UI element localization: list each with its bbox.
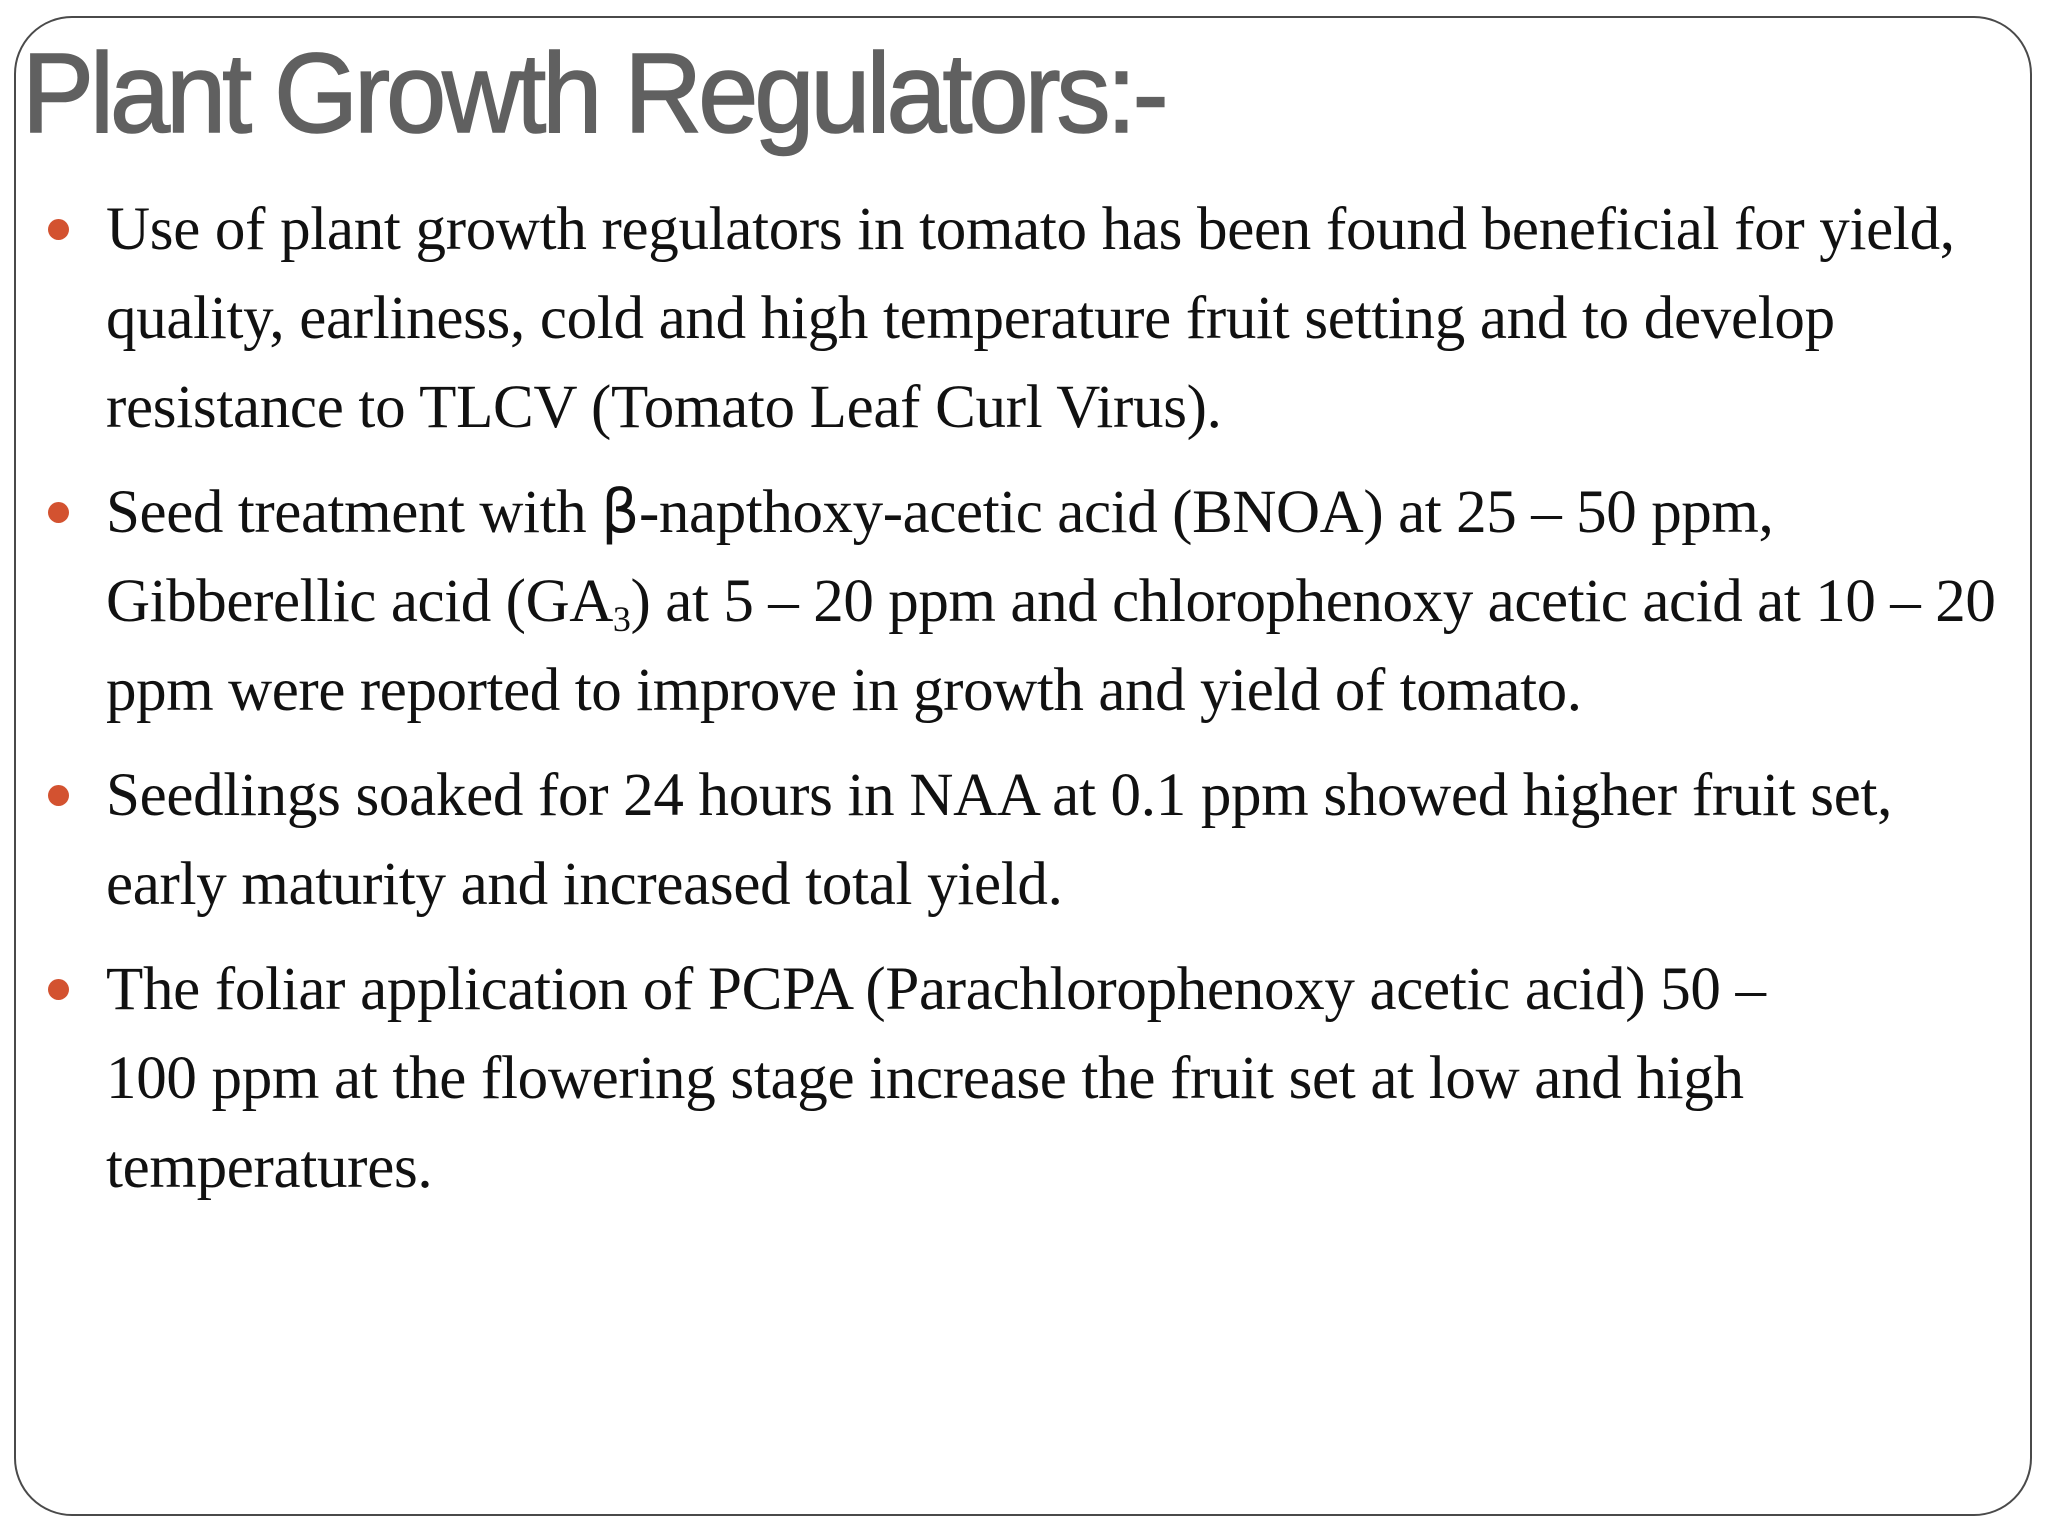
- bullet-item-3: [44, 751, 2004, 929]
- bullet-text-4-line1: The foliar application of PCPA (Parachlorophenoxy acetic acid) 50 –: [106, 956, 1766, 1023]
- bullet-text-1: Use of plant growth regulators in tomato has been found beneficial for yield, quality, earliness, cold and high temperature fruit setting and to develop resistance to TLCV (Tomato Leaf Curl Virus).: [106, 196, 1955, 441]
- bullet-item-4: [44, 945, 2004, 1212]
- bullet-text-4-line2: 100 ppm at the flowering stage increase the fruit set at low and high temperatures.: [106, 1045, 1744, 1201]
- bullet-text-3: Seedlings soaked for 24 hours in NAA at 0.1 ppm showed higher fruit set, early maturity and increased total yield.: [106, 762, 1893, 918]
- bullet-dot-icon: [48, 502, 69, 523]
- bullet-dot-icon: [48, 979, 69, 1000]
- bullet-text-2c: ) at 5 – 20 ppm and chlorophenoxy acetic acid at 10 – 20 ppm were reported to improve in growth and yield of tomato.: [106, 568, 1996, 724]
- bullet-dot-icon: [48, 785, 69, 806]
- ga3-subscript: 3: [612, 599, 631, 639]
- bullet-text-2a: Seed treatment with: [106, 479, 602, 546]
- bullet-dot-icon: [48, 219, 69, 240]
- bullet-list: [44, 185, 2004, 1228]
- bullet-item-2: [44, 468, 2004, 735]
- slide-title: Plant Growth Regulators:-: [22, 29, 1165, 157]
- beta-symbol: β: [601, 477, 640, 547]
- bullet-item-1: [44, 185, 2004, 452]
- bullet-text-2b: -napthoxy-acetic acid (BNOA) at 25 – 50 ppm, Gibberellic acid (GA: [106, 479, 1774, 635]
